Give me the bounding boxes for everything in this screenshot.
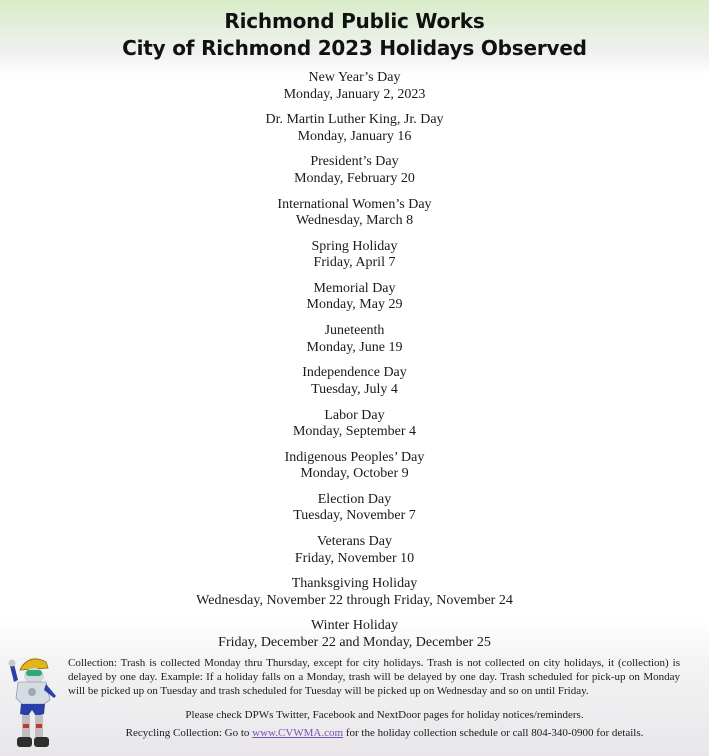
holiday-item: [0, 365, 709, 407]
holiday-name: New Year’s Day: [308, 70, 401, 85]
holiday-item: [0, 618, 709, 660]
holiday-name: Memorial Day: [313, 280, 396, 296]
holiday-item: [0, 112, 709, 154]
notes-section: [0, 656, 709, 740]
holiday-date: Monday, May 29: [306, 297, 403, 313]
holiday-name: Labor Day: [324, 407, 385, 423]
social-media-note: Please check DPWs Twitter, Facebook and NextDoor pages for holiday notices/reminders.: [185, 709, 584, 721]
page-header: [0, 8, 709, 62]
holiday-name: Dr. Martin Luther King, Jr. Day: [265, 112, 444, 128]
holiday-name: Independence Day: [302, 365, 407, 381]
collection-note: Collection: Trash is collected Monday thru Thursday, except for city holidays. Trash is not collected on city holidays, it (collection) is delayed by one day. Example: If a holiday falls on a Monday, trash will be delayed by one day. Trash scheduled for pick-up on Monday will be picked up on Tuesday and trash scheduled for Tuesday will be picked up on Wednesday and so on until Friday.: [68, 657, 680, 697]
holiday-date: Friday, December 22 and Monday, December 25: [218, 634, 491, 650]
holiday-name: International Women’s Day: [277, 196, 432, 212]
holiday-name: Veterans Day: [316, 534, 393, 550]
holiday-date: Monday, January 2, 2023: [283, 86, 426, 102]
holiday-date: Wednesday, November 22 through Friday, November 24: [196, 592, 513, 608]
holiday-name: Winter Holiday: [311, 618, 398, 634]
holiday-item: [0, 450, 709, 492]
holiday-name: President’s Day: [310, 154, 399, 170]
holiday-name: Thanksgiving Holiday: [291, 576, 418, 592]
recycling-note: [0, 726, 709, 740]
holiday-item: [0, 576, 709, 618]
holiday-item: [0, 154, 709, 196]
holiday-date: Friday, April 7: [313, 255, 396, 271]
holiday-item: [0, 534, 709, 576]
holiday-date: Monday, February 20: [294, 170, 415, 186]
holiday-item: [0, 239, 709, 281]
holiday-list: [0, 70, 709, 661]
holiday-date: Monday, January 16: [297, 128, 412, 144]
holiday-item: [0, 70, 709, 112]
page-title: Richmond Public Works: [224, 9, 485, 33]
holiday-date: Tuesday, July 4: [311, 381, 398, 397]
holiday-name: Spring Holiday: [311, 238, 398, 254]
holiday-name: Juneteenth: [324, 323, 385, 339]
page-subtitle: City of Richmond 2023 Holidays Observed: [122, 36, 587, 60]
holiday-item: [0, 323, 709, 365]
holiday-date: Wednesday, March 8: [295, 213, 414, 229]
holiday-date: Monday, June 19: [306, 339, 403, 355]
cvwma-link[interactable]: www.CVWMA.com: [252, 727, 344, 739]
holiday-name: Election Day: [317, 491, 392, 507]
holiday-item: [0, 492, 709, 534]
holiday-date: Monday, September 4: [292, 424, 417, 439]
holiday-item: [0, 197, 709, 239]
holiday-date: Tuesday, November 7: [293, 508, 416, 524]
recycling-prefix: Recycling Collection: Go to: [125, 727, 253, 739]
holiday-item: [0, 408, 709, 450]
holiday-name: Indigenous Peoples’ Day: [284, 449, 425, 465]
holiday-date: Monday, October 9: [300, 466, 409, 482]
recycling-suffix: for the holiday collection schedule or call 804-340-0900 for details.: [343, 727, 644, 739]
holiday-date: Friday, November 10: [294, 550, 415, 566]
holiday-item: [0, 281, 709, 323]
